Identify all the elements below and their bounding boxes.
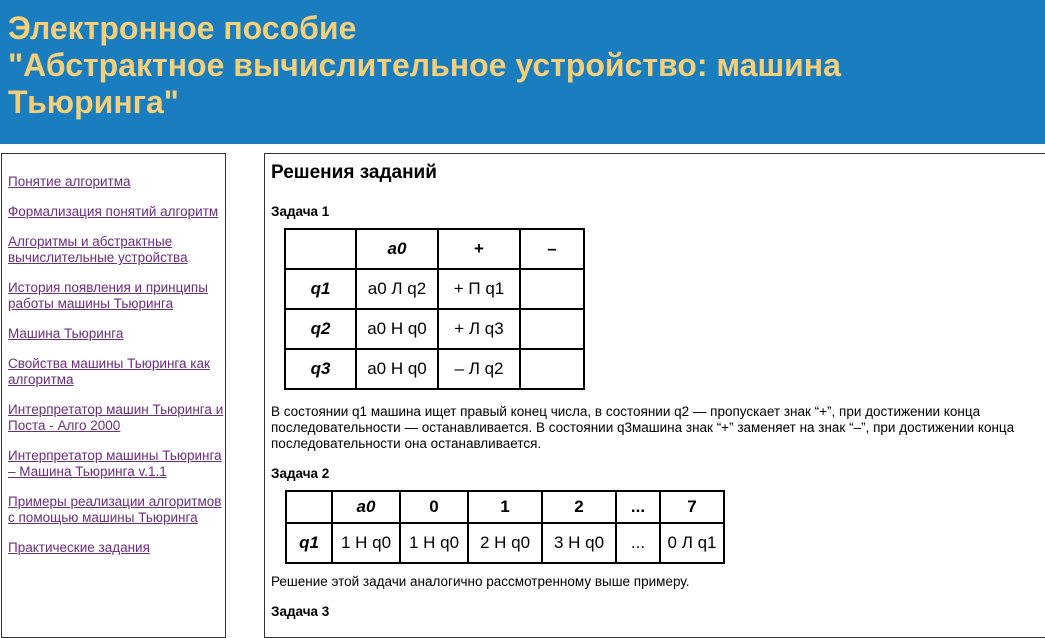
table-row bbox=[285, 269, 584, 309]
sidebar-link-history[interactable]: История появления и принципы работы машины Тьюринга bbox=[8, 280, 208, 311]
sidebar-link-properties[interactable]: Свойства машины Тьюринга как алгоритма bbox=[8, 356, 210, 387]
table-header-cell: – bbox=[520, 229, 584, 269]
table-header-cell: a0 bbox=[356, 229, 438, 269]
table-cell: a0 Н q0 bbox=[356, 349, 438, 389]
table-cell: 1 Н q0 bbox=[332, 523, 400, 563]
site-title-line-3: Тьюринга" bbox=[8, 84, 179, 120]
sidebar-item bbox=[8, 448, 225, 480]
state-cell: q1 bbox=[285, 269, 356, 309]
site-header bbox=[0, 0, 1045, 144]
sidebar-link-formalization[interactable]: Формализация понятий алгоритм bbox=[8, 204, 219, 219]
sidebar-item bbox=[8, 402, 225, 434]
table-header-cell: 1 bbox=[468, 491, 542, 523]
table-header-cell: + bbox=[438, 229, 520, 269]
table-header-cell bbox=[285, 229, 356, 269]
table-header-cell: 7 bbox=[660, 491, 724, 523]
task1-heading: Задача 1 bbox=[271, 204, 330, 219]
table-cell bbox=[520, 269, 584, 309]
table-cell: a0 Н q0 bbox=[356, 309, 438, 349]
sidebar-item bbox=[8, 174, 225, 190]
sidebar-item bbox=[8, 494, 225, 526]
table-row bbox=[285, 309, 584, 349]
table-cell: a0 Л q2 bbox=[356, 269, 438, 309]
sidebar-link-abstract-devices[interactable]: Алгоритмы и абстрактные вычислительные устройства bbox=[8, 234, 188, 265]
table-header-cell: ... bbox=[616, 491, 660, 523]
table-cell: + П q1 bbox=[438, 269, 520, 309]
page-title: Решения заданий bbox=[271, 162, 437, 183]
sidebar-item bbox=[8, 280, 225, 312]
sidebar-item bbox=[8, 540, 225, 556]
table-row bbox=[286, 491, 724, 523]
table-row bbox=[285, 349, 584, 389]
table-header-cell: 2 bbox=[542, 491, 616, 523]
table-cell bbox=[520, 349, 584, 389]
sidebar-link-list bbox=[2, 154, 225, 556]
task1-description: В состоянии q1 машина ищет правый конец числа, в состоянии q2 — пропускает знак “+”, при достижении конца последовательности — останавливается. В состоянии q3машина знак “+” заменяет на знак “–”, при достижении конца последовательности она останавливается. bbox=[271, 404, 1015, 451]
main-content bbox=[264, 153, 1045, 638]
table-cell: 1 Н q0 bbox=[400, 523, 468, 563]
sidebar-link-interpreter-v11[interactable]: Интерпретатор машины Тьюринга – Машина Тьюринга v.1.1 bbox=[8, 448, 222, 479]
sidebar-item bbox=[8, 326, 225, 342]
site-title-line-2: "Абстрактное вычислительное устройство: машина bbox=[8, 47, 841, 83]
table-header-cell: a0 bbox=[332, 491, 400, 523]
sidebar-link-algorithm-concept[interactable]: Понятие алгоритма bbox=[8, 174, 131, 189]
sidebar-nav bbox=[1, 153, 226, 638]
table-cell: ... bbox=[616, 523, 660, 563]
table-row bbox=[286, 523, 724, 563]
task2-description: Решение этой задачи аналогично рассмотренному выше примеру. bbox=[271, 574, 690, 589]
table-cell: 0 Л q1 bbox=[660, 523, 724, 563]
sidebar-item bbox=[8, 356, 225, 388]
table-cell: 3 Н q0 bbox=[542, 523, 616, 563]
table-header-cell: 0 bbox=[400, 491, 468, 523]
state-cell: q2 bbox=[285, 309, 356, 349]
state-cell: q1 bbox=[286, 523, 332, 563]
table-cell: 2 Н q0 bbox=[468, 523, 542, 563]
table-cell: + Л q3 bbox=[438, 309, 520, 349]
table-cell: – Л q2 bbox=[438, 349, 520, 389]
table-row bbox=[285, 229, 584, 269]
task2-table bbox=[285, 490, 725, 564]
sidebar-item bbox=[8, 234, 225, 266]
task1-table bbox=[284, 228, 585, 390]
sidebar-link-turing-machine[interactable]: Машина Тьюринга bbox=[8, 326, 124, 341]
task3-heading: Задача 3 bbox=[271, 604, 330, 619]
sidebar-item bbox=[8, 204, 225, 220]
table-header-cell bbox=[286, 491, 332, 523]
sidebar-link-algo2000[interactable]: Интерпретатор машин Тьюринга и Поста - Алго 2000 bbox=[8, 402, 224, 433]
sidebar-link-practical[interactable]: Практические задания bbox=[8, 540, 150, 555]
state-cell: q3 bbox=[285, 349, 356, 389]
sidebar-link-examples[interactable]: Примеры реализации алгоритмов с помощью машины Тьюринга bbox=[8, 494, 222, 525]
table-cell bbox=[520, 309, 584, 349]
site-title bbox=[8, 10, 841, 121]
task2-heading: Задача 2 bbox=[271, 466, 330, 481]
site-title-line-1: Электронное пособие bbox=[8, 10, 357, 46]
